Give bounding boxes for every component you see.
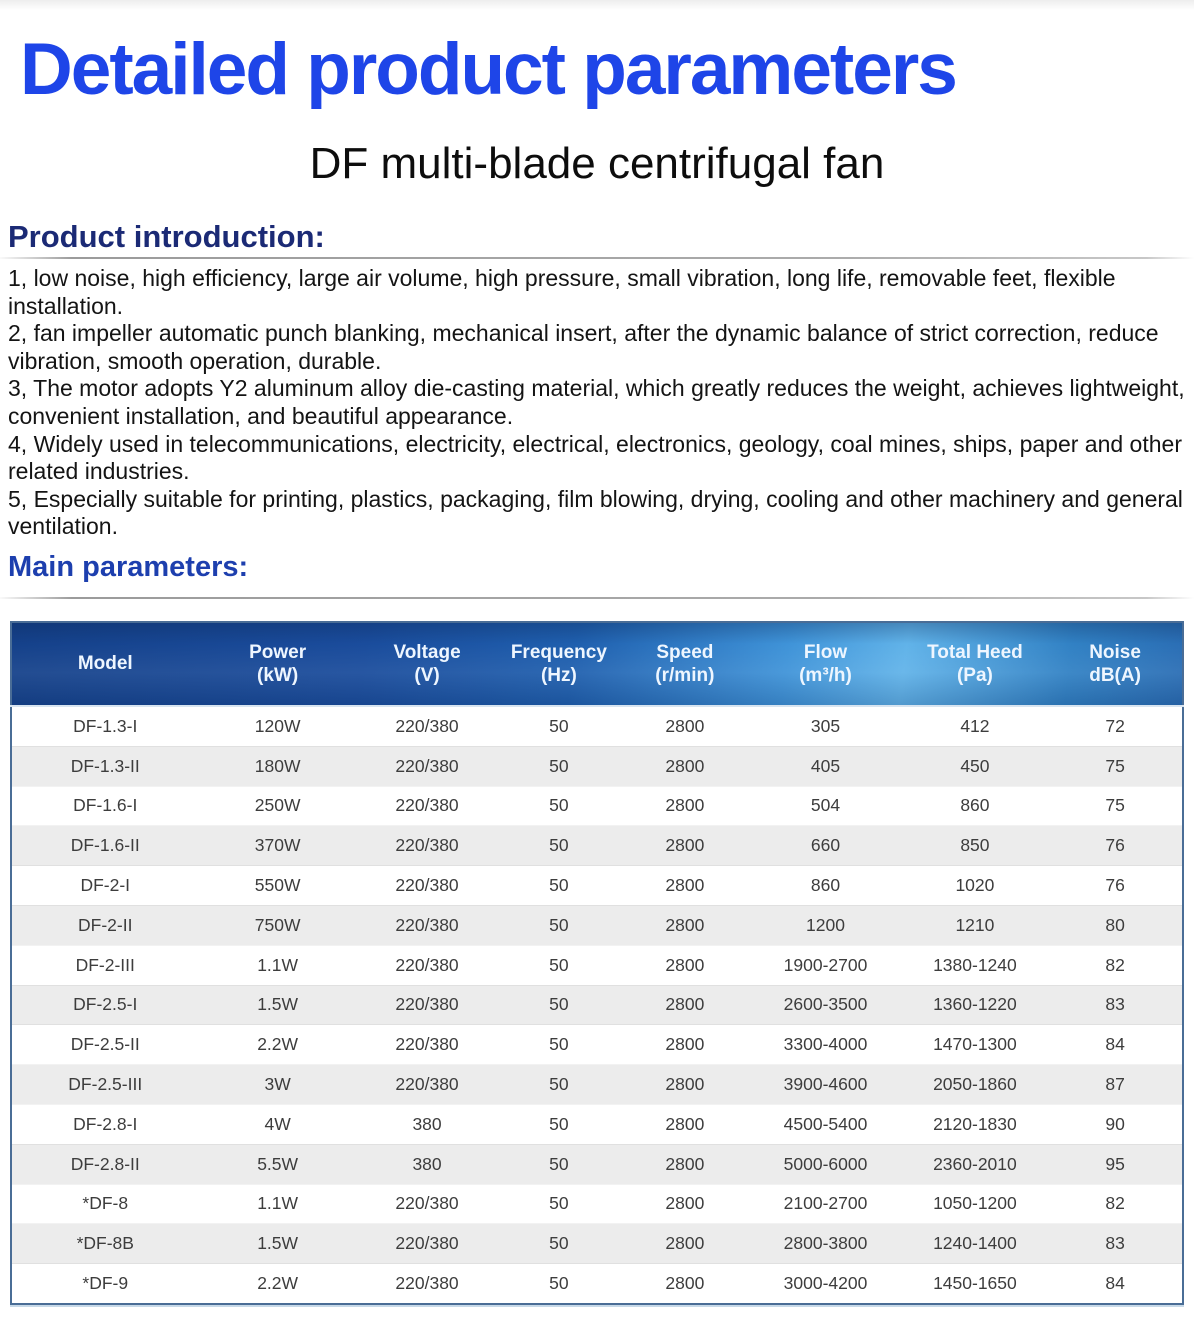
table-row xyxy=(11,1184,1183,1224)
cell-power: 550W xyxy=(199,866,357,906)
product-subtitle: DF multi-blade centrifugal fan xyxy=(309,139,885,188)
cell-model: *DF-9 xyxy=(11,1264,199,1304)
cell-speed: 2800 xyxy=(620,945,749,985)
cell-head: 1450-1650 xyxy=(902,1264,1049,1304)
cell-noise: 87 xyxy=(1048,1065,1183,1105)
params-heading: Main parameters: xyxy=(8,550,249,583)
cell-noise: 84 xyxy=(1048,1264,1183,1304)
cell-noise: 82 xyxy=(1048,1184,1183,1224)
cell-flow: 504 xyxy=(749,786,901,826)
cell-model: DF-2-II xyxy=(11,905,199,945)
cell-frequency: 50 xyxy=(497,945,620,985)
cell-speed: 2800 xyxy=(620,1224,749,1264)
column-header-frequency: Frequency (Hz) xyxy=(497,622,620,706)
table-row xyxy=(11,866,1183,906)
column-header-model: Model xyxy=(11,622,199,706)
cell-speed: 2800 xyxy=(620,746,749,786)
cell-power: 1.5W xyxy=(199,1224,357,1264)
cell-frequency: 50 xyxy=(497,985,620,1025)
table-row xyxy=(11,1144,1183,1184)
cell-speed: 2800 xyxy=(620,1144,749,1184)
column-header-head: Total Heed (Pa) xyxy=(902,622,1049,706)
cell-noise: 76 xyxy=(1048,826,1183,866)
cell-head: 1380-1240 xyxy=(902,945,1049,985)
cell-power: 1.5W xyxy=(199,985,357,1025)
column-header-flow: Flow (m³/h) xyxy=(749,622,901,706)
cell-model: DF-2.8-II xyxy=(11,1144,199,1184)
cell-frequency: 50 xyxy=(497,1184,620,1224)
cell-power: 1.1W xyxy=(199,945,357,985)
cell-flow: 660 xyxy=(749,826,901,866)
cell-flow: 2600-3500 xyxy=(749,985,901,1025)
cell-flow: 3900-4600 xyxy=(749,1065,901,1105)
cell-voltage: 220/380 xyxy=(357,1184,498,1224)
cell-flow: 4500-5400 xyxy=(749,1104,901,1144)
table-row xyxy=(11,1065,1183,1105)
cell-head: 1470-1300 xyxy=(902,1025,1049,1065)
cell-frequency: 50 xyxy=(497,1025,620,1065)
table-row xyxy=(11,1224,1183,1264)
cell-model: DF-1.6-I xyxy=(11,786,199,826)
cell-speed: 2800 xyxy=(620,1025,749,1065)
table-header-row xyxy=(11,622,1183,706)
column-header-power: Power (kW) xyxy=(199,622,357,706)
cell-voltage: 220/380 xyxy=(357,706,498,746)
cell-noise: 84 xyxy=(1048,1025,1183,1065)
cell-frequency: 50 xyxy=(497,706,620,746)
page-top-strip xyxy=(0,0,1194,10)
cell-voltage: 220/380 xyxy=(357,905,498,945)
cell-flow: 2800-3800 xyxy=(749,1224,901,1264)
cell-model: DF-2-I xyxy=(11,866,199,906)
cell-flow: 3000-4200 xyxy=(749,1264,901,1304)
cell-noise: 76 xyxy=(1048,866,1183,906)
cell-model: DF-1.3-I xyxy=(11,706,199,746)
intro-item-3: 3, The motor adopts Y2 aluminum alloy die-casting material, which greatly reduces the weight, achieves lightweight, convenient installation, and beautiful appearance. xyxy=(8,375,1185,429)
cell-speed: 2800 xyxy=(620,826,749,866)
cell-power: 750W xyxy=(199,905,357,945)
cell-power: 180W xyxy=(199,746,357,786)
cell-head: 450 xyxy=(902,746,1049,786)
cell-head: 1360-1220 xyxy=(902,985,1049,1025)
cell-head: 1210 xyxy=(902,905,1049,945)
table-row xyxy=(11,746,1183,786)
table-row xyxy=(11,905,1183,945)
column-header-speed: Speed (r/min) xyxy=(620,622,749,706)
cell-voltage: 220/380 xyxy=(357,1264,498,1304)
table-row xyxy=(11,985,1183,1025)
table-row xyxy=(11,1025,1183,1065)
cell-speed: 2800 xyxy=(620,706,749,746)
table-header xyxy=(11,622,1183,706)
cell-model: DF-2-III xyxy=(11,945,199,985)
column-header-voltage: Voltage (V) xyxy=(357,622,498,706)
cell-voltage: 220/380 xyxy=(357,746,498,786)
cell-speed: 2800 xyxy=(620,985,749,1025)
table-row xyxy=(11,1264,1183,1304)
cell-power: 250W xyxy=(199,786,357,826)
cell-voltage: 380 xyxy=(357,1144,498,1184)
cell-voltage: 220/380 xyxy=(357,945,498,985)
cell-speed: 2800 xyxy=(620,786,749,826)
cell-power: 2.2W xyxy=(199,1264,357,1304)
cell-speed: 2800 xyxy=(620,1065,749,1105)
cell-head: 2360-2010 xyxy=(902,1144,1049,1184)
cell-frequency: 50 xyxy=(497,1264,620,1304)
cell-head: 2120-1830 xyxy=(902,1104,1049,1144)
cell-voltage: 220/380 xyxy=(357,1025,498,1065)
cell-power: 3W xyxy=(199,1065,357,1105)
cell-flow: 1900-2700 xyxy=(749,945,901,985)
cell-frequency: 50 xyxy=(497,1224,620,1264)
cell-voltage: 220/380 xyxy=(357,1224,498,1264)
cell-noise: 75 xyxy=(1048,786,1183,826)
table-row xyxy=(11,706,1183,746)
intro-heading: Product introduction: xyxy=(8,219,325,254)
cell-noise: 83 xyxy=(1048,1224,1183,1264)
cell-voltage: 220/380 xyxy=(357,1065,498,1105)
cell-power: 1.1W xyxy=(199,1184,357,1224)
cell-model: DF-1.6-II xyxy=(11,826,199,866)
cell-power: 2.2W xyxy=(199,1025,357,1065)
cell-noise: 90 xyxy=(1048,1104,1183,1144)
cell-model: DF-1.3-II xyxy=(11,746,199,786)
intro-item-5: 5, Especially suitable for printing, plastics, packaging, film blowing, drying, cooling and other machinery and general ventilation. xyxy=(8,485,1183,540)
cell-flow: 405 xyxy=(749,746,901,786)
cell-power: 5.5W xyxy=(199,1144,357,1184)
cell-voltage: 220/380 xyxy=(357,866,498,906)
cell-frequency: 50 xyxy=(497,1065,620,1105)
cell-head: 2050-1860 xyxy=(902,1065,1049,1105)
cell-noise: 80 xyxy=(1048,905,1183,945)
cell-model: DF-2.5-II xyxy=(11,1025,199,1065)
cell-head: 412 xyxy=(902,706,1049,746)
table-row xyxy=(11,945,1183,985)
divider-line xyxy=(0,257,1194,259)
cell-noise: 75 xyxy=(1048,746,1183,786)
cell-speed: 2800 xyxy=(620,1184,749,1224)
cell-flow: 3300-4000 xyxy=(749,1025,901,1065)
page-title: Detailed product parameters xyxy=(20,29,956,110)
cell-speed: 2800 xyxy=(620,1104,749,1144)
cell-flow: 2100-2700 xyxy=(749,1184,901,1224)
cell-frequency: 50 xyxy=(497,905,620,945)
cell-voltage: 220/380 xyxy=(357,786,498,826)
cell-head: 860 xyxy=(902,786,1049,826)
cell-voltage: 220/380 xyxy=(357,985,498,1025)
cell-noise: 95 xyxy=(1048,1144,1183,1184)
cell-flow: 1200 xyxy=(749,905,901,945)
cell-noise: 72 xyxy=(1048,706,1183,746)
table-row xyxy=(11,786,1183,826)
cell-flow: 5000-6000 xyxy=(749,1144,901,1184)
cell-frequency: 50 xyxy=(497,746,620,786)
cell-model: DF-2.8-I xyxy=(11,1104,199,1144)
cell-flow: 860 xyxy=(749,866,901,906)
cell-power: 120W xyxy=(199,706,357,746)
cell-speed: 2800 xyxy=(620,905,749,945)
cell-power: 370W xyxy=(199,826,357,866)
cell-head: 1240-1400 xyxy=(902,1224,1049,1264)
cell-model: *DF-8 xyxy=(11,1184,199,1224)
cell-noise: 83 xyxy=(1048,985,1183,1025)
table-row xyxy=(11,1104,1183,1144)
cell-voltage: 220/380 xyxy=(357,826,498,866)
cell-head: 1050-1200 xyxy=(902,1184,1049,1224)
cell-noise: 82 xyxy=(1048,945,1183,985)
cell-power: 4W xyxy=(199,1104,357,1144)
cell-speed: 2800 xyxy=(620,1264,749,1304)
cell-voltage: 380 xyxy=(357,1104,498,1144)
cell-frequency: 50 xyxy=(497,1104,620,1144)
cell-model: DF-2.5-I xyxy=(11,985,199,1025)
intro-item-1: 1, low noise, high efficiency, large air volume, high pressure, small vibration, long life, removable feet, flexible installation. xyxy=(8,265,1116,319)
divider-line xyxy=(0,597,1194,599)
parameters-table xyxy=(10,621,1184,1305)
cell-head: 1020 xyxy=(902,866,1049,906)
intro-item-2: 2, fan impeller automatic punch blanking, mechanical insert, after the dynamic balance of strict correction, reduce vibration, smooth operation, durable. xyxy=(8,320,1159,374)
cell-frequency: 50 xyxy=(497,866,620,906)
cell-frequency: 50 xyxy=(497,826,620,866)
cell-frequency: 50 xyxy=(497,786,620,826)
cell-speed: 2800 xyxy=(620,866,749,906)
intro-text xyxy=(8,265,1186,541)
table-body xyxy=(11,706,1183,1304)
cell-frequency: 50 xyxy=(497,1144,620,1184)
table-row xyxy=(11,826,1183,866)
column-header-noise: Noise dB(A) xyxy=(1048,622,1183,706)
intro-item-4: 4, Widely used in telecommunications, electricity, electrical, electronics, geology, coal mines, ships, paper and other related industries. xyxy=(8,430,1182,485)
cell-head: 850 xyxy=(902,826,1049,866)
cell-model: *DF-8B xyxy=(11,1224,199,1264)
cell-model: DF-2.5-III xyxy=(11,1065,199,1105)
cell-flow: 305 xyxy=(749,706,901,746)
